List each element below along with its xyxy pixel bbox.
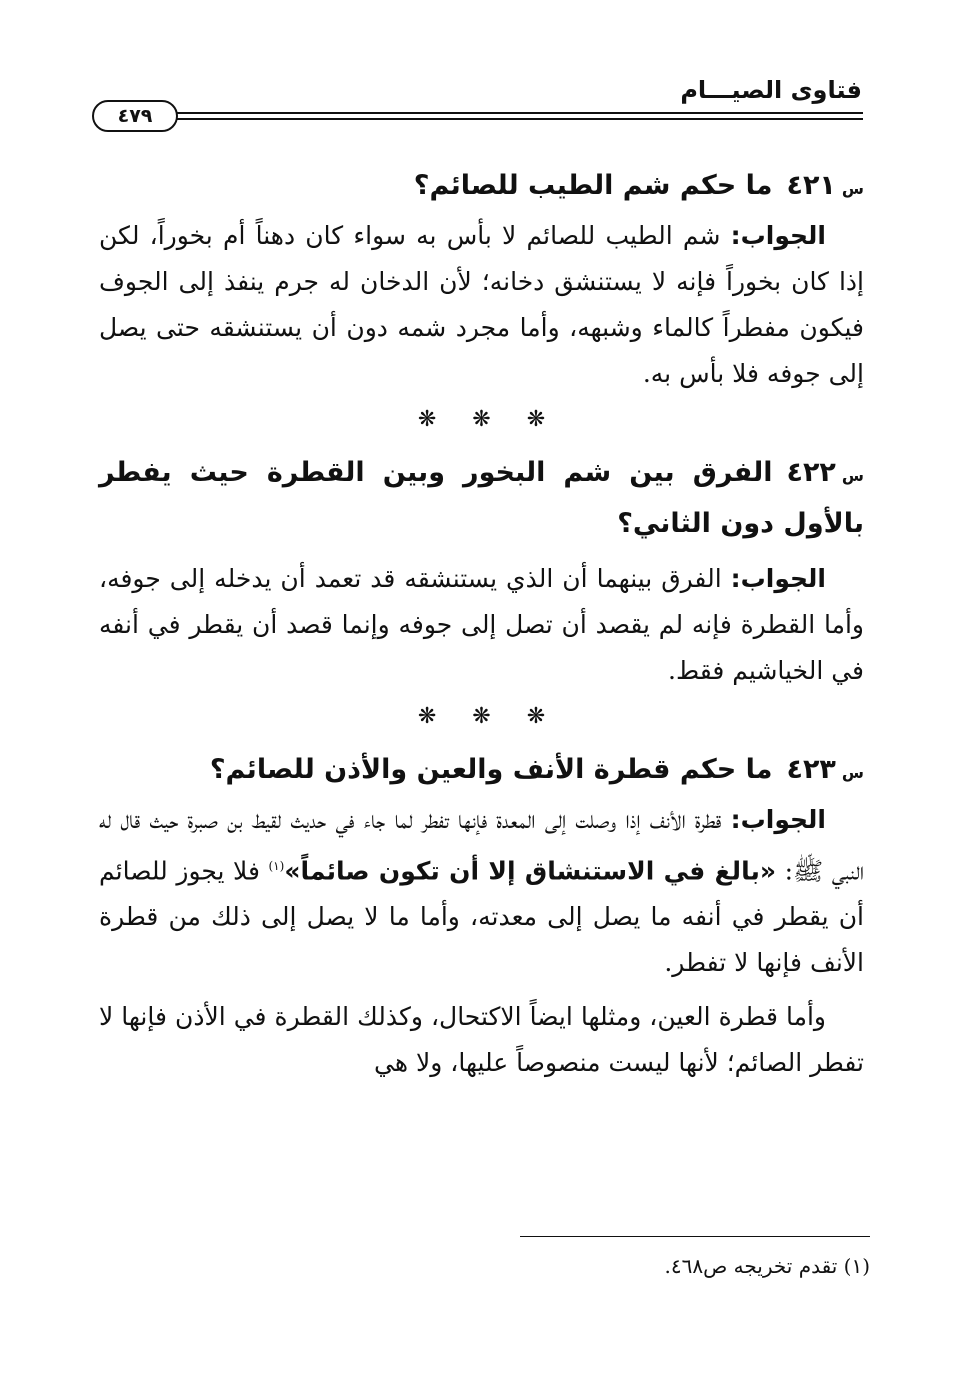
- answer-text-part-1: قطرة الأنف إذا وصلت إلى المعدة فإنها تفطر لما جاء في حديث لقيط بن صبرة حيث قال له النبي ﷺ:: [99, 805, 865, 886]
- separator-star: ❋: [526, 704, 546, 729]
- separator-star: ❋: [417, 407, 437, 432]
- answer-label: الجواب:: [730, 805, 826, 834]
- header-double-rule: [165, 112, 863, 120]
- question-marker: س: [841, 466, 864, 485]
- question-text: الفرق بين شم البخور وبين القطرة حيث يفطر بالأول دون الثاني؟: [99, 457, 864, 539]
- footnote-reference: (١): [268, 859, 285, 873]
- separator-star: ❋: [472, 407, 491, 432]
- answer-421: [99, 213, 864, 397]
- separator-star: ❋: [472, 704, 491, 729]
- separator-star: ❋: [417, 704, 437, 729]
- question-text: ما حكم قطرة الأنف والعين والأذن للصائم؟: [209, 754, 773, 785]
- question-marker: س: [841, 763, 864, 782]
- answer-423-paragraph-2: وأما قطرة العين، ومثلها ايضاً الاكتحال، وكذلك القطرة في الأذن فإنها لا تفطر الصائم؛ لأنها ليست منصوصاً عليها، ولا هي: [99, 1002, 864, 1078]
- answer-422: [99, 556, 864, 694]
- answer-text: الفرق بينهما أن الذي يستنشقه قد تعمد أن يدخله إلى جوفه، وأما القطرة فإنه لم يقصد أن تصل إلى جوفه وإنما قصد أن يقطر في أنفه في الخياشيم فقط.: [99, 564, 864, 685]
- question-422: [99, 449, 864, 548]
- question-marker: س: [841, 179, 864, 198]
- question-421: [99, 162, 864, 213]
- answer-label: الجواب:: [730, 564, 826, 593]
- page-number-badge: ٤٧٩: [92, 100, 178, 132]
- question-423: [99, 746, 864, 797]
- section-separator: [99, 403, 864, 437]
- question-number: ٤٢٣: [786, 754, 836, 785]
- section-separator: [99, 700, 864, 734]
- answer-label: الجواب:: [730, 221, 826, 250]
- running-header-title: فتاوى الصيـــام: [680, 76, 862, 104]
- footnote-rule: [520, 1236, 870, 1237]
- question-number: ٤٢١: [786, 170, 836, 201]
- answer-423: [99, 797, 864, 986]
- hadith-quote: «بالغ في الاستنشاق إلا أن تكون صائماً»: [284, 856, 776, 886]
- footnote: (١) تقدم تخريجه ص٤٦٨.: [664, 1254, 870, 1278]
- answer-text-part-2: فلا يجوز للصائم أن يقطر في أنفه ما يصل إلى معدته، وأما ما لا يصل إلى ذلك من قطرة الأنف فإنها لا تفطر.: [99, 856, 864, 978]
- question-text: ما حكم شم الطيب للصائم؟: [413, 170, 773, 201]
- page-content: [99, 162, 864, 1086]
- question-number: ٤٢٢: [786, 457, 836, 488]
- separator-star: ❋: [526, 407, 546, 432]
- answer-text: شم الطيب للصائم لا بأس به سواء كان دهناً أم بخوراً، لكن إذا كان بخوراً فإنه لا يستنشق دخانه؛ لأن الدخان له جرم ينفذ إلى الجوف فيكون مفطراً كالماء وشبهه، وأما مجرد شمه دون أن يستنشقه حتى يصل إلى جوفه فلا بأس به.: [99, 221, 864, 388]
